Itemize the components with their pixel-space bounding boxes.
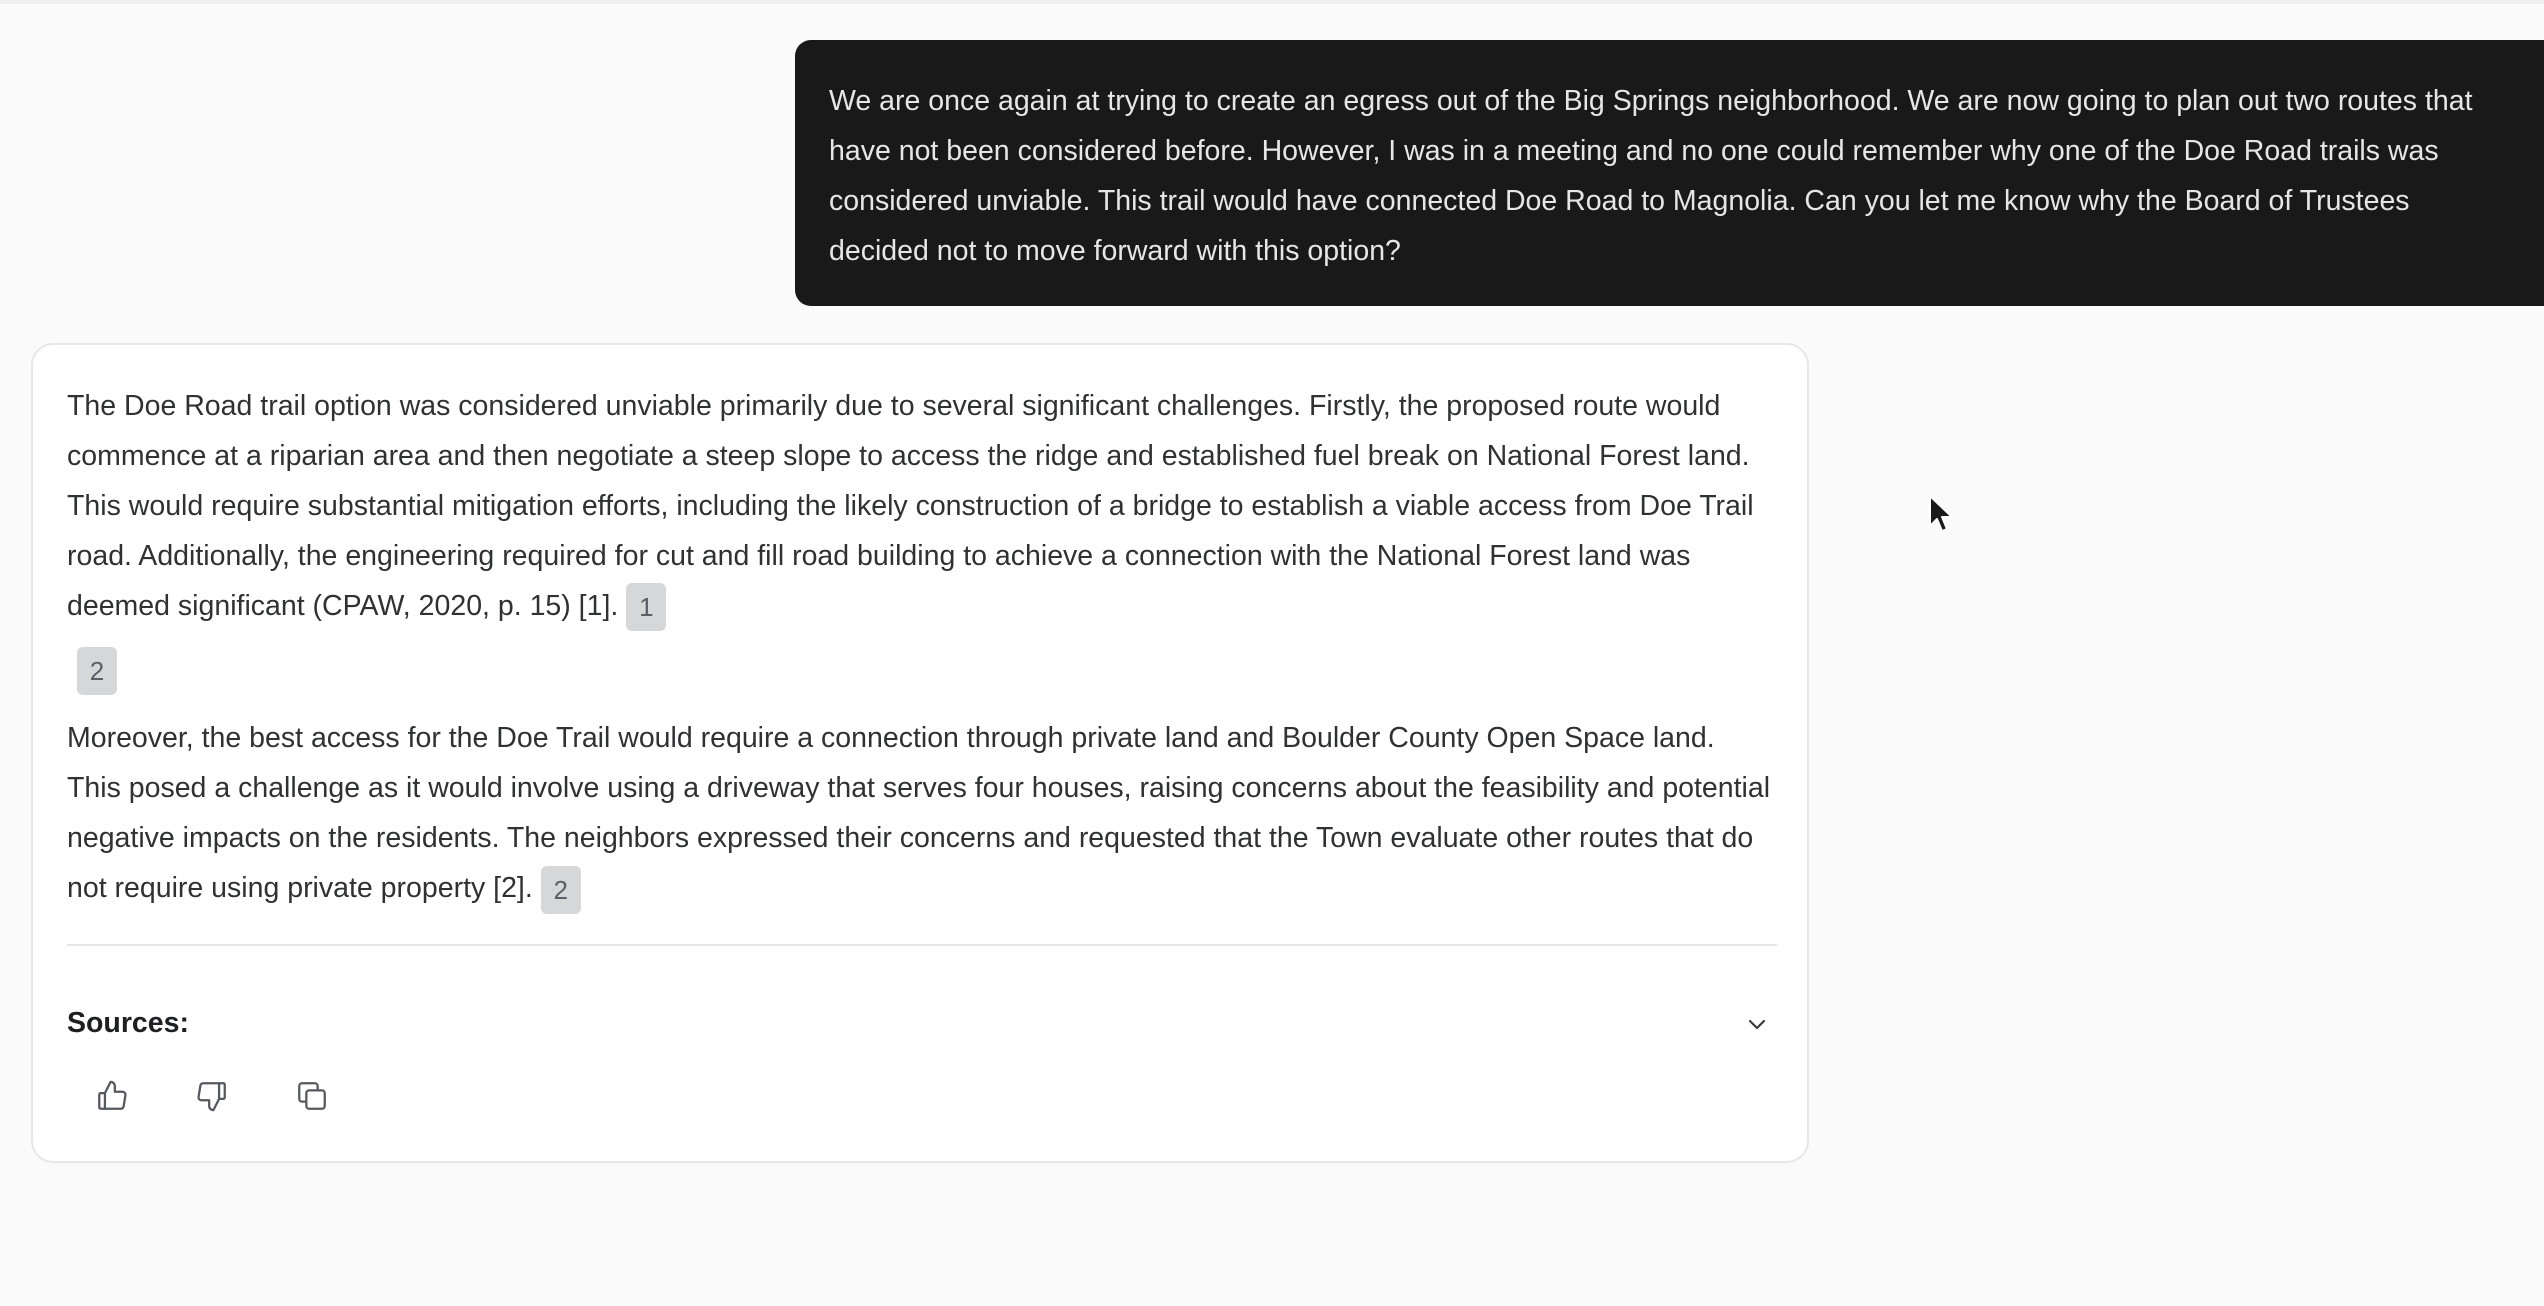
answer-paragraph-1-text: The Doe Road trail option was considered unviable primarily due to several significant challenges. Firstly, the proposed route would commence at a riparian area and then negotiate a steep slope to access the ridge and established fuel break on National Forest land. This would require substantial mitigation efforts, including the likely construction of a bridge to establish a viable access from Doe Trail road. Additionally, the engineering required for cut and fill road building to achieve a connection with the National Forest land was deemed significant (CPAW, 2020, p. 15) [1].	[67, 390, 1754, 622]
answer-paragraph-2-text: Moreover, the best access for the Doe Trail would require a connection through private land and Boulder County Open Space land. This posed a challenge as it would involve using a driveway that serves four houses, raising concerns about the feasibility and potential negative impacts on the residents. The neighbors expressed their concerns and requested that the Town evaluate other routes that do not require using private property [2].	[67, 722, 1771, 905]
top-divider	[0, 0, 2544, 4]
copy-icon	[295, 1079, 329, 1118]
citation-row	[77, 647, 1773, 695]
dislike-button[interactable]	[185, 1072, 239, 1126]
chevron-down-icon[interactable]	[1737, 1004, 1777, 1044]
citation-badge-1[interactable]: 1	[626, 583, 666, 631]
sources-label: Sources:	[67, 1007, 189, 1040]
thumbs-up-icon	[95, 1079, 129, 1118]
like-button[interactable]	[85, 1072, 139, 1126]
citation-badge-3[interactable]: 2	[541, 866, 581, 914]
copy-button[interactable]	[285, 1072, 339, 1126]
citation-badge-2[interactable]: 2	[77, 647, 117, 695]
sources-divider	[67, 944, 1777, 946]
user-message-bubble	[795, 40, 2544, 306]
mouse-cursor-icon	[1928, 494, 1954, 534]
thumbs-down-icon	[195, 1079, 229, 1118]
answer-paragraph-1	[67, 381, 1773, 631]
assistant-answer-card	[31, 343, 1809, 1163]
answer-paragraph-2	[67, 713, 1773, 913]
feedback-actions	[85, 1072, 1773, 1126]
sources-header[interactable]	[67, 1004, 1777, 1044]
user-message-text: We are once again at trying to create an egress out of the Big Springs neighborhood. We are now going to plan out two routes that have not been considered before. However, I was in a meeting and no one could remember why one of the Doe Road trails was considered unviable. This trail would have connected Doe Road to Magnolia. Can you let me know why the Board of Trustees decided not to move forward with this option?	[829, 85, 2473, 267]
